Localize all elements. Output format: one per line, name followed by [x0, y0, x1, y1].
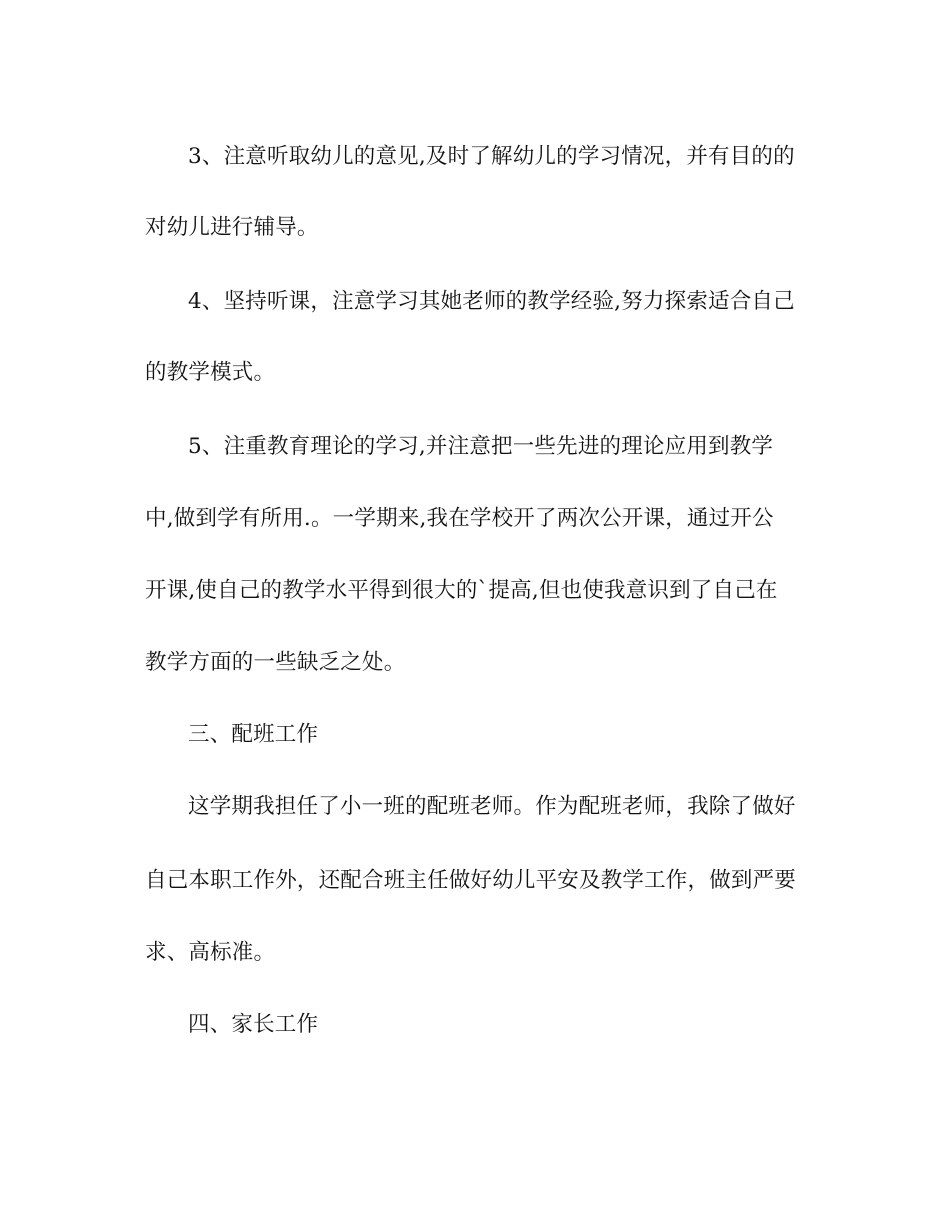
- paragraph-5-line-2: 中,做到学有所用.。一学期来,我在学校开了两次公开课，通过开公: [145, 506, 774, 531]
- section-3-paragraph-line-3: 求、高标准。: [145, 940, 276, 965]
- paragraph-5-line-3: 开课,使自己的教学水平得到很大的`提高,但也使我意识到了自己在: [145, 578, 778, 603]
- paragraph-3-line-2: 对幼儿进行辅导。: [145, 215, 319, 240]
- paragraph-3-line-1: 3、注意听取幼儿的意见,及时了解幼儿的学习情况，并有目的的: [188, 144, 795, 169]
- section-3-paragraph-line-2: 自己本职工作外，还配合班主任做好幼儿平安及教学工作，做到严要: [145, 868, 797, 893]
- paragraph-5-line-1: 5、注重教育理论的学习,并注意把一些先进的理论应用到教学: [188, 434, 774, 459]
- section-3-paragraph-line-1: 这学期我担任了小一班的配班老师。作为配班老师，我除了做好: [188, 794, 796, 819]
- section-heading-4: 四、家长工作: [188, 1012, 319, 1037]
- paragraph-4-line-2: 的教学模式。: [145, 360, 276, 385]
- paragraph-4-line-1: 4、坚持听课，注意学习其她老师的教学经验,努力探索适合自己: [188, 289, 795, 314]
- section-heading-3: 三、配班工作: [188, 722, 319, 747]
- paragraph-5-line-4: 教学方面的一些缺乏之处。: [145, 650, 406, 675]
